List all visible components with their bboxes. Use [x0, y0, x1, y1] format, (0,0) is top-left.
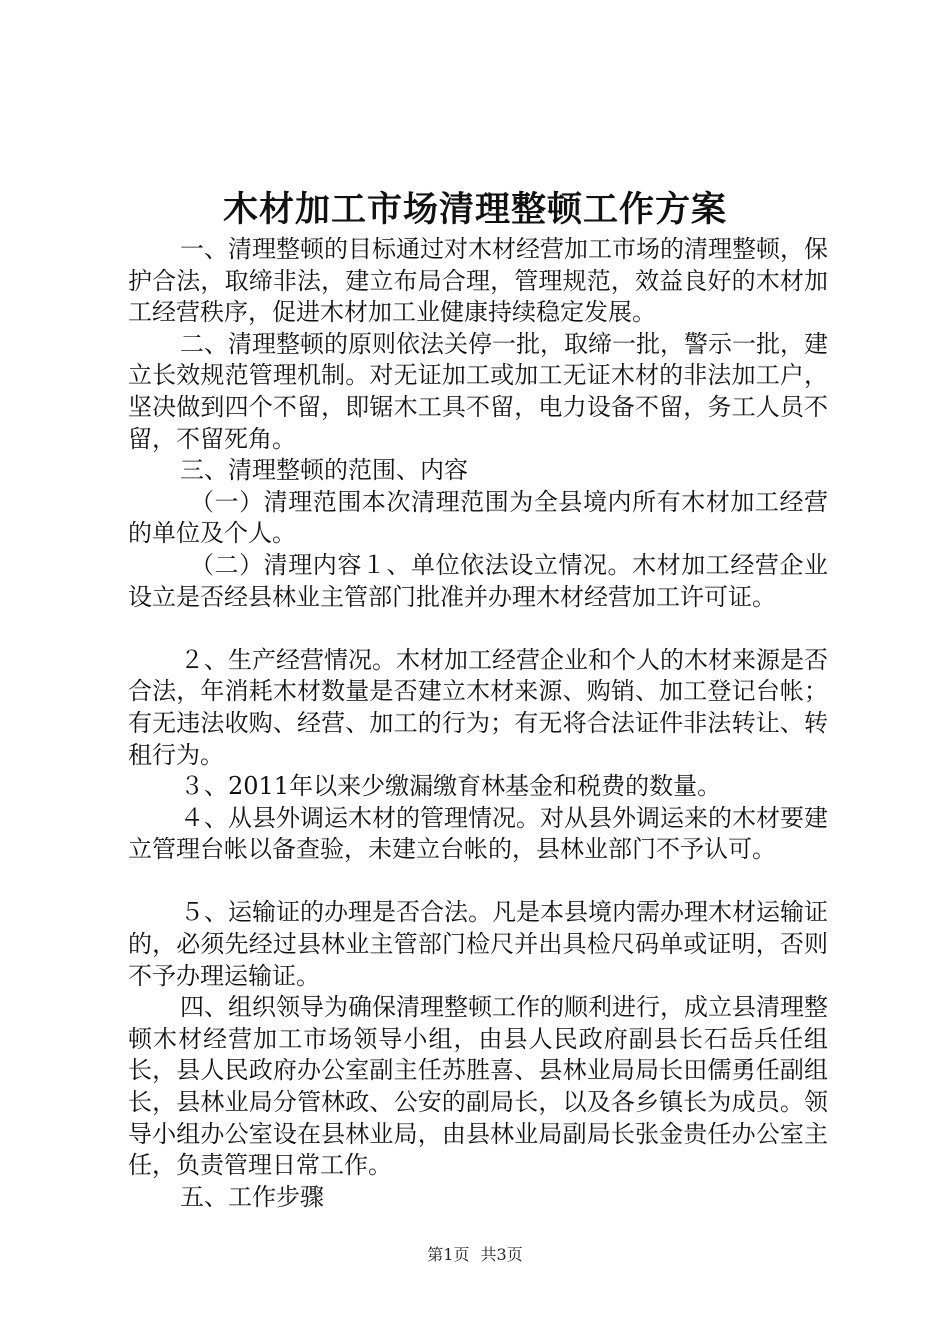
page-number: 第1页	[427, 1245, 470, 1264]
document-title: 木材加工市场清理整顿工作方案	[222, 189, 727, 230]
paragraph-principle: 二、清理整顿的原则依法关停一批，取缔一批，警示一批，建立长效规范管理机制。对无证加工或加工无证木材的非法加工户，坚决做到四个不留，即锯木工具不留，电力设备不留，务工人员不留，不留死角。	[128, 329, 828, 453]
paragraph-spacer	[128, 613, 828, 645]
page-footer	[0, 1245, 950, 1265]
paragraph-content-2: ２、生产经营情况。木材加工经营企业和个人的木材来源是否合法，年消耗木材数量是否建立木材来源、购销、加工登记台帐；有无违法收购、经营、加工的行为；有无将合法证件非法转让、转租行为。	[128, 645, 828, 769]
paragraph-steps-heading: 五、工作步骤	[180, 1182, 324, 1211]
page-total: 共3页	[480, 1245, 523, 1264]
paragraph-content-1: （二）清理内容１、单位依法设立情况。木材加工经营企业设立是否经县林业主管部门批准并办理木材经营加工许可证。	[128, 550, 828, 611]
paragraph-scope: （一）清理范围本次清理范围为全县境内所有木材加工经营的单位及个人。	[128, 487, 828, 548]
paragraph-leadership: 四、组织领导为确保清理整顿工作的顺利进行，成立县清理整顿木材经营加工市场领导小组，由县人民政府副县长石岳兵任组长，县人民政府办公室副主任苏胜喜、县林业局局长田儒勇任副组长，县林业局分管林政、公安的副局长，以及各乡镇长为成员。领导小组办公室设在县林业局，由县林业局副局长张金贵任办公室主任，负责管理日常工作。	[128, 993, 828, 1180]
paragraph-content-4: ４、从县外调运木材的管理情况。对从县外调运来的木材要建立管理台帐以备查验，未建立台帐的，县林业部门不予认可。	[128, 803, 828, 864]
paragraph-objective: 一、清理整顿的目标通过对木材经营加工市场的清理整顿，保护合法，取缔非法，建立布局合理，管理规范，效益良好的木材加工经营秩序，促进木材加工业健康持续稳定发展。	[128, 235, 828, 327]
document-body	[128, 234, 828, 1213]
paragraph-scope-heading: 三、清理整顿的范围、内容	[180, 456, 468, 485]
paragraph-content-5: ５、运输证的办理是否合法。凡是本县境内需办理木材运输证的，必须先经过县林业主管部门检尺并出具检尺码单或证明，否则不予办理运输证。	[128, 898, 828, 990]
paragraph-content-3: ３、2011年以来少缴漏缴育林基金和税费的数量。	[180, 772, 722, 801]
paragraph-spacer	[128, 866, 828, 898]
